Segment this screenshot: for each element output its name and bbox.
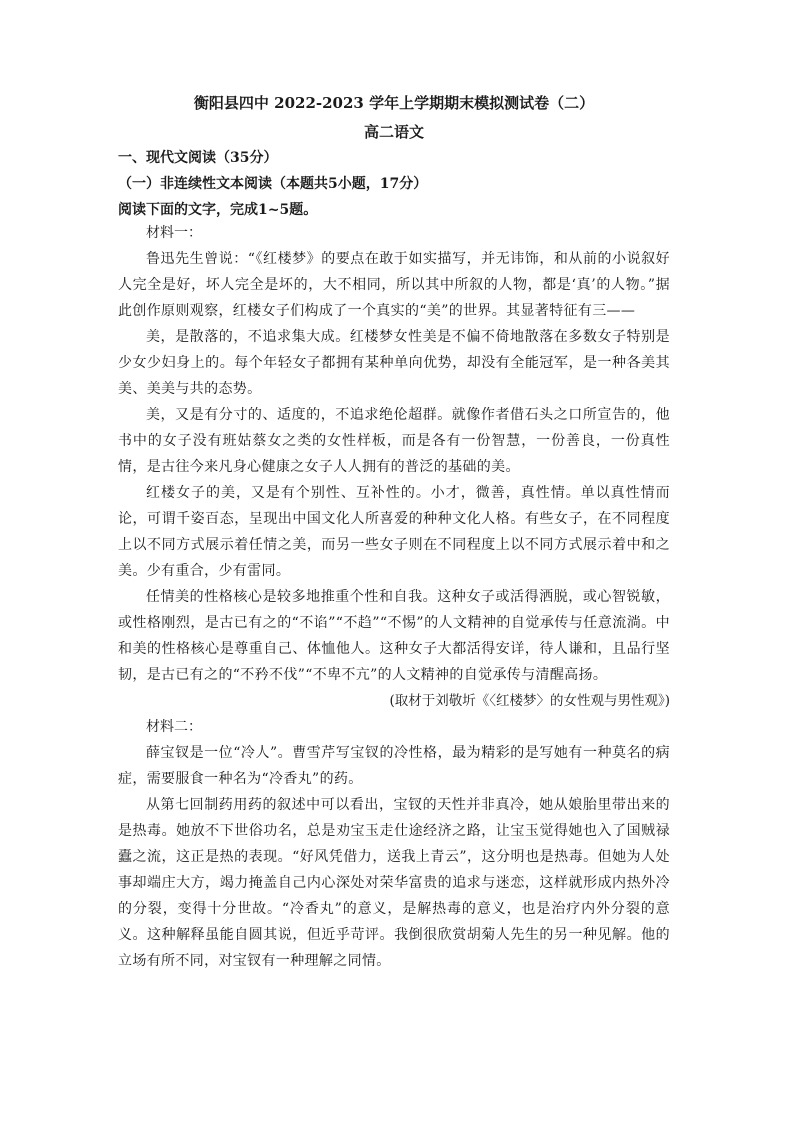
material-one-paragraph: 美，是散落的，不追求集大成。红楼梦女性美是不偏不倚地散落在多数女子特别是少女少妇身上的。每个年轻女子都拥有某种单向优势，却没有全能冠军，是一种各美其美、美美与共的态势。 — [118, 329, 670, 397]
section-heading: 一、现代文阅读（35分） — [118, 150, 278, 166]
exam-title: 衡阳县四中 2022-2023 学年上学期期末模拟测试卷（二） — [193, 94, 595, 112]
subsection-heading: （一）非连续性文本阅读（本题共5小题，17分） — [118, 176, 428, 192]
material-one-paragraph: 任情美的性格核心是较多地推重个性和自我。这种女子或活得洒脱，或心智锐敏，或性格刚烈，是古已有之的“不谄”“不趋”“不惕”的人文精神的自觉承传与任意流淌。中和美的性格核心是尊重自己、体恤他人。这种女子大都活得安详，待人谦和，且品行坚韧，是古已有之的“不矜不伐”“不卑不亢”的人文精神的自觉承传与清醒高扬。 — [118, 589, 670, 683]
material-one-paragraph: 美，又是有分寸的、适度的，不追求绝伦超群。就像作者借石头之口所宣告的，他书中的女子没有班姑蔡女之类的女性样板，而是各有一份智慧，一份善良，一份真性情，是古往今来凡身心健康之女子人人拥有的普泛的基础的美。 — [118, 407, 670, 475]
exam-page — [118, 92, 670, 974]
material-one-paragraph: 红楼女子的美，又是有个别性、互补性的。小才，微善，真性情。单以真性情而论，可谓千姿百态，呈现出中国文化人所喜爱的种种文化人格。有些女子，在不同程度上以不同方式展示着任情之美，而另一些女子则在不同程度上以不同方式展示着中和之美。少有重合，少有雷同。 — [118, 485, 670, 579]
material-one-paragraph: 鲁迅先生曾说：“《红楼梦》的要点在敢于如实描写，并无讳饰，和从前的小说叙好人完全是好，坏人完全是坏的，大不相同，所以其中所叙的人物，都是‘真’的人物。”据此创作原则观察，红楼女子们构成了一个真实的“美”的世界。其显著特征有三—— — [118, 251, 670, 319]
material-two-paragraph: 从第七回制药用药的叙述中可以看出，宝钗的天性并非真冷，她从娘胎里带出来的是热毒。她放不下世俗功名，总是劝宝玉走仕途经济之路，让宝玉觉得她也入了国贼禄蠹之流，这正是热的表现。“好风凭借力，送我上青云”，这分明也是热毒。但她为人处事却端庄大方，竭力掩盖自己内心深处对荣华富贵的追求与迷恋，这样就形成内热外冷的分裂，变得十分世故。“冷香丸”的意义，是解热毒的意义，也是治疗内外分裂的意义。这种解释虽能自圆其说，但近乎苛评。我倒很欣赏胡菊人先生的另一种见解。他的立场有所不同，对宝钗有一种理解之同情。 — [118, 797, 670, 969]
material-two-paragraph: 薛宝钗是一位“冷人”。曹雪芹写宝钗的冷性格，最为精彩的是写她有一种莫名的病症，需要服食一种名为“冷香丸”的药。 — [118, 745, 670, 787]
material-two-label: 材料二： — [146, 719, 202, 735]
material-one-source: (取材于刘敬圻《〈红楼梦〉的女性观与男性观》) — [389, 693, 670, 709]
material-one-label: 材料一： — [146, 225, 202, 241]
reading-instruction: 阅读下面的文字，完成1~5题。 — [118, 202, 318, 218]
exam-subject: 高二语文 — [363, 123, 424, 141]
